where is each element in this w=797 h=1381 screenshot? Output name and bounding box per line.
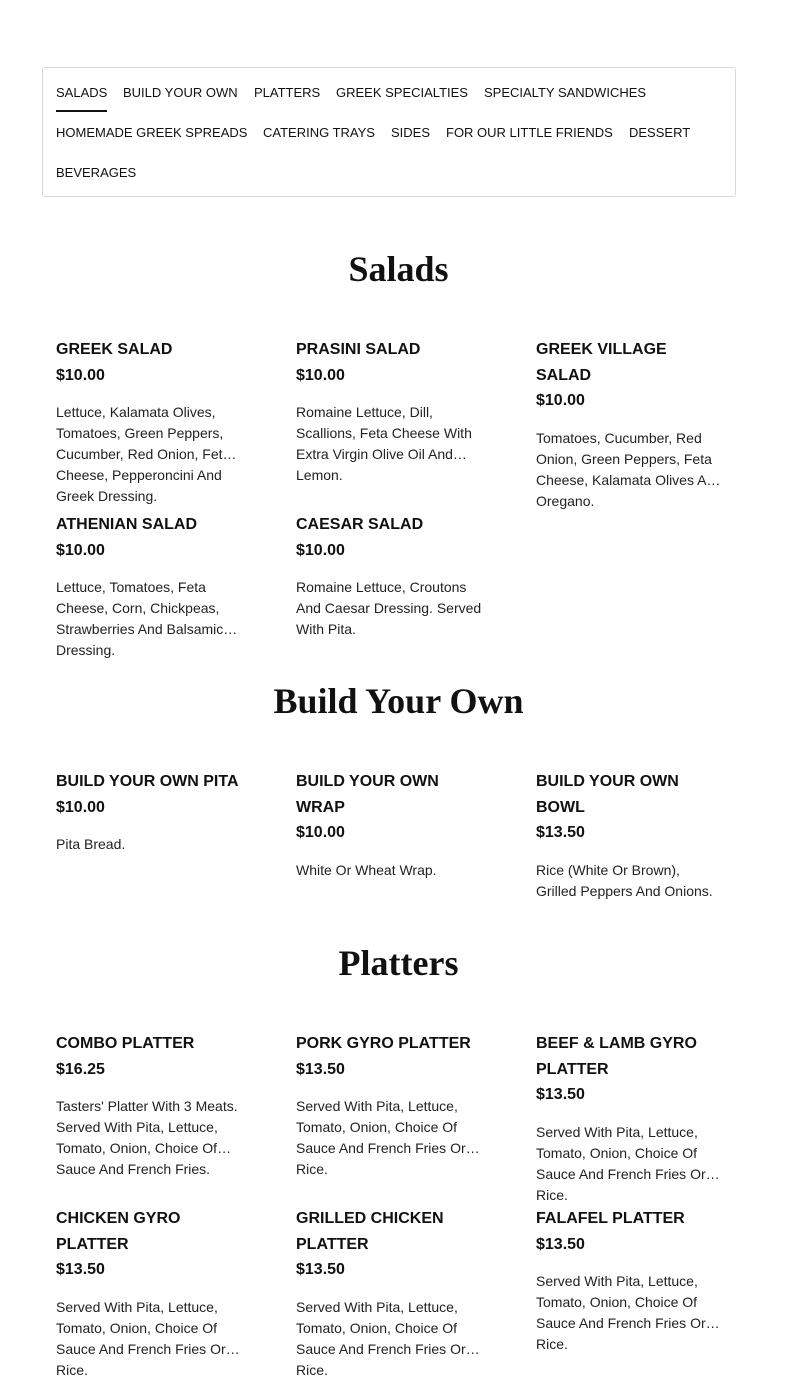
item-description: Lettuce, Kalamata Olives, Tomatoes, Green Peppers, Cucumber, Red Onion, Feta Cheese, Pepperoncini And Greek Dressing. [56, 404, 231, 504]
tab-for-our-little-friends[interactable]: FOR OUR LITTLE FRIENDS [446, 125, 613, 140]
menu-item[interactable] [296, 512, 484, 640]
menu-item[interactable] [536, 1031, 724, 1203]
item-description: Pita Bread. [56, 836, 126, 852]
item-price: $10.00 [536, 392, 585, 409]
tab-build-your-own[interactable]: BUILD YOUR OWN [123, 85, 238, 100]
item-name: COMBO PLATTER [56, 1035, 195, 1052]
item-description: Tasters' Platter With 3 Meats. Served With Pita, Lettuce, Tomato, Onion, Choice Of Sauce And French Fries. [56, 1098, 238, 1177]
tab-platters[interactable]: PLATTERS [254, 85, 321, 100]
item-description: Served With Pita, Lettuce, Tomato, Onion, Choice Of Sauce And French Fries Or Rice. [296, 1298, 466, 1378]
section-title-build-your-own: Build Your Own [273, 681, 524, 721]
tab-beverages[interactable]: BEVERAGES [56, 165, 137, 180]
item-price: $13.50 [536, 1086, 585, 1103]
menu-item[interactable] [296, 1031, 484, 1177]
tab-salads[interactable]: SALADS [56, 85, 108, 100]
item-price: $13.50 [296, 1060, 345, 1078]
item-name: CAESAR SALAD [296, 516, 424, 533]
section-title-salads: Salads [348, 249, 449, 289]
item-price: $10.00 [296, 824, 345, 841]
item-price: $10.00 [56, 798, 105, 816]
menu-item[interactable] [536, 1206, 724, 1352]
item-name: GREEK VILLAGE SALAD [536, 341, 667, 384]
item-description: Rice (White Or Brown), Grilled Peppers And Onions. [536, 861, 713, 899]
menu-item[interactable] [296, 1206, 484, 1378]
menu-item[interactable] [56, 769, 244, 855]
menu-item[interactable] [56, 512, 244, 658]
item-price: $10.00 [296, 541, 345, 559]
menu-item[interactable] [536, 337, 724, 509]
item-name: CHICKEN GYRO PLATTER [56, 1210, 181, 1253]
item-name: BEEF & LAMB GYRO PLATTER [536, 1035, 697, 1078]
menu-item[interactable] [56, 1031, 244, 1177]
tab-homemade-greek-spreads[interactable]: HOMEMADE GREEK SPREADS [56, 125, 248, 140]
tab-sides[interactable]: SIDES [391, 125, 431, 140]
item-name: FALAFEL PLATTER [536, 1210, 685, 1227]
item-description: Tomatoes, Cucumber, Red Onion, Green Peppers, Feta Cheese, Kalamata Olives And Oregano. [536, 429, 722, 509]
tab-catering-trays[interactable]: CATERING TRAYS [263, 125, 375, 140]
item-description: Lettuce, Tomatoes, Feta Cheese, Corn, Chickpeas, Strawberries And Balsamic Dressing. [56, 579, 224, 658]
item-description: Romaine Lettuce, Croutons And Caesar Dressing. Served With Pita. [296, 579, 482, 637]
item-description: Served With Pita, Lettuce, Tomato, Onion, Choice Of Sauce And French Fries Or Rice. [536, 1123, 706, 1203]
menu-item[interactable] [536, 769, 724, 902]
item-description: Romaine Lettuce, Dill, Scallions, Feta Cheese With Extra Virgin Olive Oil And Lemon. [296, 404, 472, 483]
item-price: $13.50 [536, 824, 585, 841]
menu-item[interactable] [296, 337, 484, 483]
item-description: White Or Wheat Wrap. [296, 861, 437, 878]
menu-item[interactable] [56, 337, 244, 504]
item-description: Served With Pita, Lettuce, Tomato, Onion, Choice Of Sauce And French Fries Or Rice. [536, 1273, 706, 1352]
item-price: $10.00 [296, 366, 345, 384]
item-description: Served With Pita, Lettuce, Tomato, Onion, Choice Of Sauce And French Fries Or Rice. [56, 1298, 226, 1378]
item-name: BUILD YOUR OWN WRAP [296, 773, 439, 816]
item-name: GREEK SALAD [56, 341, 173, 358]
item-price: $13.50 [296, 1261, 345, 1278]
menu-item[interactable] [296, 769, 484, 881]
item-name: BUILD YOUR OWN PITA [56, 773, 239, 790]
item-name: BUILD YOUR OWN BOWL [536, 773, 679, 816]
item-description: Served With Pita, Lettuce, Tomato, Onion, Choice Of Sauce And French Fries Or Rice. [296, 1098, 466, 1177]
item-name: PRASINI SALAD [296, 341, 421, 358]
tab-specialty-sandwiches[interactable]: SPECIALTY SANDWICHES [484, 85, 647, 100]
item-price: $10.00 [56, 366, 105, 384]
section-title-platters: Platters [338, 943, 459, 983]
item-price: $10.00 [56, 541, 105, 559]
tab-greek-specialties[interactable]: GREEK SPECIALTIES [336, 85, 468, 100]
item-name: GRILLED CHICKEN PLATTER [296, 1210, 444, 1253]
item-name: ATHENIAN SALAD [56, 516, 198, 533]
tab-dessert[interactable]: DESSERT [629, 125, 691, 140]
item-name: PORK GYRO PLATTER [296, 1035, 471, 1052]
item-price: $13.50 [56, 1261, 105, 1278]
category-nav [42, 67, 736, 197]
item-price: $16.25 [56, 1060, 105, 1078]
item-price: $13.50 [536, 1235, 585, 1253]
menu-item[interactable] [56, 1206, 244, 1378]
